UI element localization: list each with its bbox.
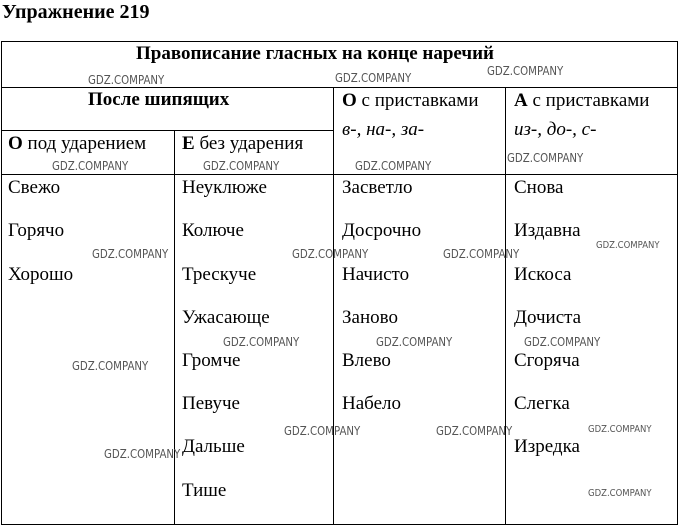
watermark: GDZ.COMPANY bbox=[203, 159, 280, 173]
watermark: GDZ.COMPANY bbox=[335, 71, 412, 85]
column-header-letter: О bbox=[342, 90, 357, 111]
table-word: Хорошо bbox=[8, 264, 74, 285]
column-header-e-unstressed bbox=[182, 133, 303, 155]
watermark: GDZ.COMPANY bbox=[376, 335, 453, 349]
table-word: Сгоряча bbox=[514, 350, 580, 371]
table-border-right bbox=[677, 41, 678, 525]
table-word: Горячо bbox=[8, 220, 65, 241]
watermark: GDZ.COMPANY bbox=[487, 64, 564, 78]
table-word: Дочиста bbox=[514, 307, 582, 328]
table-word: Колюче bbox=[182, 220, 244, 241]
watermark: GDZ.COMPANY bbox=[507, 151, 584, 165]
column-divider-2 bbox=[333, 87, 334, 525]
table-border-left bbox=[1, 41, 2, 525]
table-divider-header bbox=[1, 174, 677, 175]
column-header-o-prefixes bbox=[342, 90, 479, 112]
table-word: Заново bbox=[342, 307, 398, 328]
table-word: Изредка bbox=[514, 436, 580, 457]
column-header-a-prefixes bbox=[514, 90, 649, 112]
table-border-bottom bbox=[1, 524, 677, 525]
table-word: Певуче bbox=[182, 393, 240, 414]
table-word: Снова bbox=[514, 177, 564, 198]
column-header-rest: с приставками bbox=[356, 90, 479, 111]
watermark: GDZ.COMPANY bbox=[292, 247, 369, 261]
table-word: Ужасающе bbox=[182, 307, 270, 328]
table-word: Свежо bbox=[8, 177, 61, 198]
table-word: Дальше bbox=[182, 436, 245, 457]
column-divider-1 bbox=[174, 130, 175, 525]
watermark: GDZ.COMPANY bbox=[443, 247, 520, 261]
watermark: GDZ.COMPANY bbox=[588, 424, 652, 435]
watermark: GDZ.COMPANY bbox=[524, 335, 601, 349]
table-word: Искоса bbox=[514, 264, 572, 285]
watermark: GDZ.COMPANY bbox=[88, 73, 165, 87]
table-word: Начисто bbox=[342, 264, 410, 285]
table-word: Издавна bbox=[514, 220, 581, 241]
table-border-top bbox=[1, 41, 677, 42]
table-word: Досрочно bbox=[342, 220, 422, 241]
column-header-o-stressed bbox=[8, 133, 146, 155]
table-word: Тише bbox=[182, 480, 227, 501]
table-word: Неуклюже bbox=[182, 177, 267, 198]
table-word: Набело bbox=[342, 393, 401, 414]
column-divider-3 bbox=[505, 87, 506, 525]
column-header-rest: с приставками bbox=[527, 90, 650, 111]
watermark: GDZ.COMPANY bbox=[92, 247, 169, 261]
watermark: GDZ.COMPANY bbox=[223, 335, 300, 349]
table-word: Засветло bbox=[342, 177, 413, 198]
column-prefixes-a: из-, до-, с- bbox=[514, 119, 597, 140]
column-header-letter: Е bbox=[182, 133, 195, 154]
table-divider-subheader bbox=[1, 130, 333, 131]
table-word: Трескуче bbox=[182, 264, 257, 285]
watermark: GDZ.COMPANY bbox=[355, 159, 432, 173]
column-header-rest: без ударения bbox=[194, 133, 304, 154]
watermark: GDZ.COMPANY bbox=[72, 359, 149, 373]
table-title: Правописание гласных на конце наречий bbox=[136, 43, 494, 64]
column-header-letter: А bbox=[514, 90, 528, 111]
column-header-letter: О bbox=[8, 133, 23, 154]
group-header-after-sibilants: После шипящих bbox=[88, 89, 230, 110]
table-word: Слегка bbox=[514, 393, 570, 414]
table-word: Влево bbox=[342, 350, 391, 371]
watermark: GDZ.COMPANY bbox=[284, 424, 361, 438]
watermark: GDZ.COMPANY bbox=[596, 240, 660, 251]
exercise-title: Упражнение 219 bbox=[2, 1, 150, 23]
column-prefixes-o: в-, на-, за- bbox=[342, 119, 425, 140]
watermark: GDZ.COMPANY bbox=[52, 159, 129, 173]
watermark: GDZ.COMPANY bbox=[104, 447, 181, 461]
watermark: GDZ.COMPANY bbox=[436, 424, 513, 438]
table-divider-title bbox=[1, 87, 677, 88]
watermark: GDZ.COMPANY bbox=[588, 488, 652, 499]
column-header-rest: под ударением bbox=[22, 133, 147, 154]
table-word: Громче bbox=[182, 350, 241, 371]
